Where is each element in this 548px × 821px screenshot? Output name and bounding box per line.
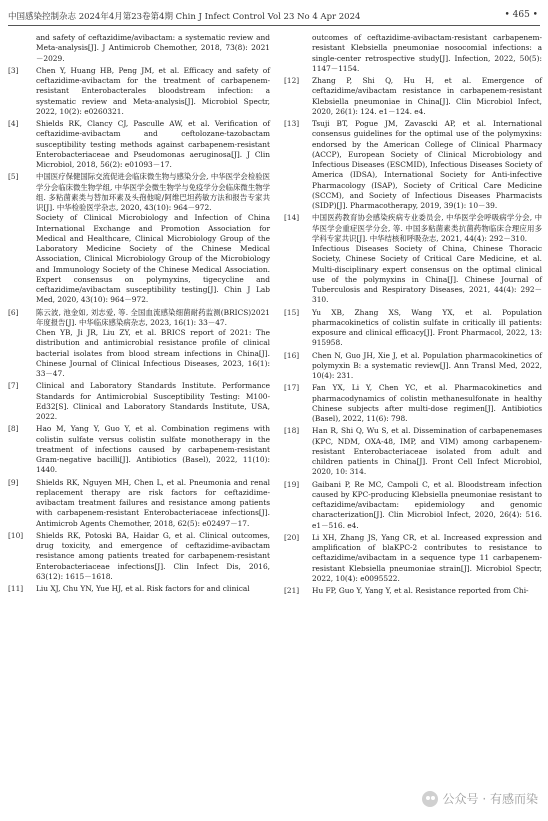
reference-text: 中国医药教育协会感染疾病专业委员会, 中华医学会呼吸病学分会, 中华医学会重症医学分会, 等. 中国多粘菌素类抗菌药物临床合理应用多学科专家共识[J]. 中华结核和呼吸杂志, 2021, 44(4): 292－310. (312, 213, 542, 243)
reference-number: [19] (284, 479, 300, 489)
reference-text: 陈云波, 池金如, 刘志爱, 等. 全国血流感染细菌耐药监测(BRICS)2021年度报告[J]. 中华临床感染病杂志, 2023, 16(1): 33－47. (36, 307, 270, 327)
reference-text: Zhang P, Shi Q, Hu H, et al. Emergence of ceftazidime/avibactam resistance in carbapenem-resistant Klebsiella pneumoniae in China[J]. Clin Microbiol Infect, 2020, 26(1): 124. e1－124. e4. (312, 76, 542, 116)
reference-entry (8, 66, 270, 117)
reference-text: 中国医疗保健国际交流促进会临床微生物与感染分会, 中华医学会检验医学分会临床微生物学组, 中华医学会微生物学与免疫学分会临床微生物学组. 多粘菌素类与替加环素及头孢他啶/阿维巴坦药敏方法和报告专家共识[J]. 中华检验医学杂志, 2020, 43(10): 964－972. (36, 172, 270, 212)
reference-text: Hu FP, Guo Y, Yang Y, et al. Resistance reported from Chi- (312, 586, 529, 595)
reference-number: [5] (8, 172, 19, 182)
reference-number: [13] (284, 119, 300, 128)
reference-entry (8, 381, 270, 422)
reference-text: Chen YB, Ji JR, Liu ZY, et al. BRICS report of 2021: The distribution and antimicrobial resistance profile of clinical bacterial isolates from blood stream infections in China[J]. Chinese Journal of Clinical Infectious Diseases, 2023, 16(1): 33－47. (36, 328, 270, 378)
reference-entry (284, 426, 542, 477)
reference-entry (284, 480, 542, 531)
reference-text: Society of Clinical Microbiology and Infection of China International Exchange and Promotion Association for Medical and Healthcare, Clinical Microbiology Group of the Laboratory Medicine Society of the Chinese Medical Association, Clinical Microbiology Group of the Microbiology and Immunology Society of the Chinese Medical Association. Expert consensus on polymyxins, tigecycline and ceftazidime/avibactam susceptibility testing[J]. Chin J Lab Med, 2020, 43(10): 964－972. (36, 213, 270, 305)
reference-text: Tsuji BT, Pogue JM, Zavascki AP, et al. International consensus guidelines for the optimal use of the polymyxins: endorsed by the American College of Clinical Pharmacy (ACCP), European Society of Clinical Microbiology and Infectious Diseases (ESCMID), Infectious Diseases Society of America (IDSA), International Society for Anti-infective Pharmacology (ISAP), Society of Critical Care Medicine (SCCM), and Society of Infectious Diseases Pharmacists (SIDP)[J]. Pharmacotherapy, 2019, 39(1): 10－39. (312, 119, 542, 210)
page-number: • 465 • (504, 10, 538, 20)
reference-text: Li XH, Zhang JS, Yang CR, et al. Increased expression and amplification of blaKPC-2 contributes to resistance to ceftazidime/avibactam in a sequence type 11 carbapenem-resistant Klebsiella pneumoniae strain[J]. Microbiol Spectr, 2022, 10(4): e0095522. (312, 532, 542, 583)
reference-entry (8, 308, 270, 380)
watermark (422, 790, 538, 807)
reference-text: Infectious Diseases Society of China, Chinese Thoracic Society, Chinese Society of Critical Care Medicine, et al. Multi-disciplinary expert consensus on the optimal clinical use of the polymyxins in China[J]. Chinese Journal of Tuberculosis and Respiratory Diseases, 2021, 44(4): 292－310. (312, 244, 542, 305)
reference-entry (284, 76, 542, 117)
reference-entry (8, 172, 270, 305)
reference-entry (284, 33, 542, 74)
reference-entry (284, 383, 542, 424)
reference-number: [6] (8, 307, 19, 317)
reference-text: Liu XJ, Chu YN, Yue HJ, et al. Risk factors for and clinical (36, 584, 250, 593)
reference-number: [14] (284, 213, 300, 223)
reference-number: [8] (8, 424, 19, 434)
reference-text: Chen N, Guo JH, Xie J, et al. Population pharmacokinetics of polymyxin B: a systematic review[J]. Ann Transl Med, 2022, 10(4): 231. (312, 350, 542, 380)
reference-entry (284, 586, 542, 596)
reference-text: Shields RK, Potoski BA, Haidar G, et al. Clinical outcomes, drug toxicity, and emergence of ceftazidime-avibactam resistance among patients treated for carbapenem-resistant Enterobacteriaceae infections[J]. Clin Infect Dis, 2016, 63(12): 1615－1618. (36, 530, 270, 581)
watermark-text: 公众号 · 有感而染 (442, 792, 538, 806)
reference-text: Han R, Shi Q, Wu S, et al. Dissemination of carbapenemases (KPC, NDM, OXA-48, IMP, and VIM) among carbapenem-resistant Enterobacteriaceae isolated from adult and children patients in China[J]. Front Cell Infect Microbiol, 2020, 10: 314. (312, 426, 542, 477)
reference-entry (284, 308, 542, 349)
reference-number: [16] (284, 350, 300, 360)
right-column (284, 33, 542, 598)
header-rule (8, 25, 540, 26)
reference-entry (8, 424, 270, 475)
reference-entry (284, 213, 542, 305)
reference-number: [4] (8, 119, 19, 128)
reference-number: [9] (8, 477, 19, 487)
reference-entry (284, 351, 542, 382)
reference-text: Shields RK, Clancy CJ, Pasculle AW, et al. Verification of ceftazidime-avibactam and ceftolozane-tazobactam susceptibility testing methods against carbapenem-resistant Enterobacteriaceae and Pseudomonas aeruginosa[J]. J Clin Microbiol, 2018, 56(2): e01093－17. (36, 119, 270, 169)
reference-text: and safety of ceftazidime/avibactam: a systematic review and Meta-analysis[J]. J Antimicrob Chemother, 2018, 73(8): 2021－2029. (36, 33, 270, 63)
reference-text: Shields RK, Nguyen MH, Chen L, et al. Pneumonia and renal replacement therapy are risk factors for ceftazidime-avibactam treatment failures and resistance among patients with carbapenem-resistant Enterobacteriaceae infections[J]. Antimicrob Agents Chemother, 2018, 62(5): e02497－17. (36, 477, 270, 528)
reference-text: Yu XB, Zhang XS, Wang YX, et al. Population pharmacokinetics of colistin sulfate in critically ill patients: exposure and clinical efficacy[J]. Front Pharmacol, 2022, 13: 915958. (312, 307, 542, 348)
reference-text: outcomes of ceftazidime-avibactam-resistant carbapenem-resistant Klebsiella pneumoniae nosocomial infections: a single-center retrospective study[J]. Infection, 2022, 50(5): 1147－1154. (312, 33, 542, 73)
reference-number: [20] (284, 532, 300, 542)
running-header (8, 10, 540, 24)
reference-entry (8, 531, 270, 582)
reference-number: [11] (8, 584, 24, 593)
reference-text: Gaibani P, Re MC, Campoli C, et al. Bloodstream infection caused by KPC-producing Klebsiella pneumoniae resistant to ceftazidime/avibactam: epidemiology and genomic characterization[J]. Clin Microbiol Infect, 2020, 26(4): 516. e1－516. e4. (312, 479, 542, 530)
reference-entry (8, 584, 270, 594)
left-column (8, 33, 270, 596)
reference-entry (284, 533, 542, 584)
reference-number: [15] (284, 307, 300, 317)
reference-entry (8, 478, 270, 529)
reference-number: [12] (284, 76, 300, 85)
reference-number: [21] (284, 586, 300, 595)
reference-entry (8, 119, 270, 170)
reference-text: Chen Y, Huang HB, Peng JM, et al. Efficacy and safety of ceftazidime-avibactam for the treatment of carbapenem-resistant Enterobacterales bloodstream infection: a systematic review and Meta-analysis[J]. Microbiol Spectr, 2022, 10(2): e0260321. (36, 65, 270, 116)
wechat-icon (422, 791, 438, 807)
reference-text: Clinical and Laboratory Standards Institute. Performance Standards for Antimicrobial Susceptibility Testing: M100-Ed32[S]. Clinical and Laboratory Standards Institute, USA, 2022. (36, 381, 270, 421)
reference-text: Hao M, Yang Y, Guo Y, et al. Combination regimens with colistin sulfate versus colistin sulfate monotherapy in the treatment of infections caused by carbapenem-resistant Gram-negative bacilli[J]. Antibiotics (Basel), 2022, 11(10): 1440. (36, 424, 270, 475)
reference-number: [3] (8, 65, 19, 75)
reference-number: [7] (8, 381, 19, 391)
reference-number: [18] (284, 426, 300, 436)
reference-entry (8, 33, 270, 64)
reference-number: [10] (8, 530, 24, 540)
reference-entry (284, 119, 542, 211)
reference-number: [17] (284, 383, 300, 393)
reference-text: Fan YX, Li Y, Chen YC, et al. Pharmacokinetics and pharmacodynamics of colistin methanesulfonate in healthy Chinese subjects after multi-dose regimen[J]. Antibiotics (Basel), 2022, 11(6): 798. (312, 383, 542, 423)
journal-citation-header: 中国感染控制杂志 2024年4月第23卷第4期 Chin J Infect Control Vol 23 No 4 Apr 2024 (8, 12, 361, 22)
